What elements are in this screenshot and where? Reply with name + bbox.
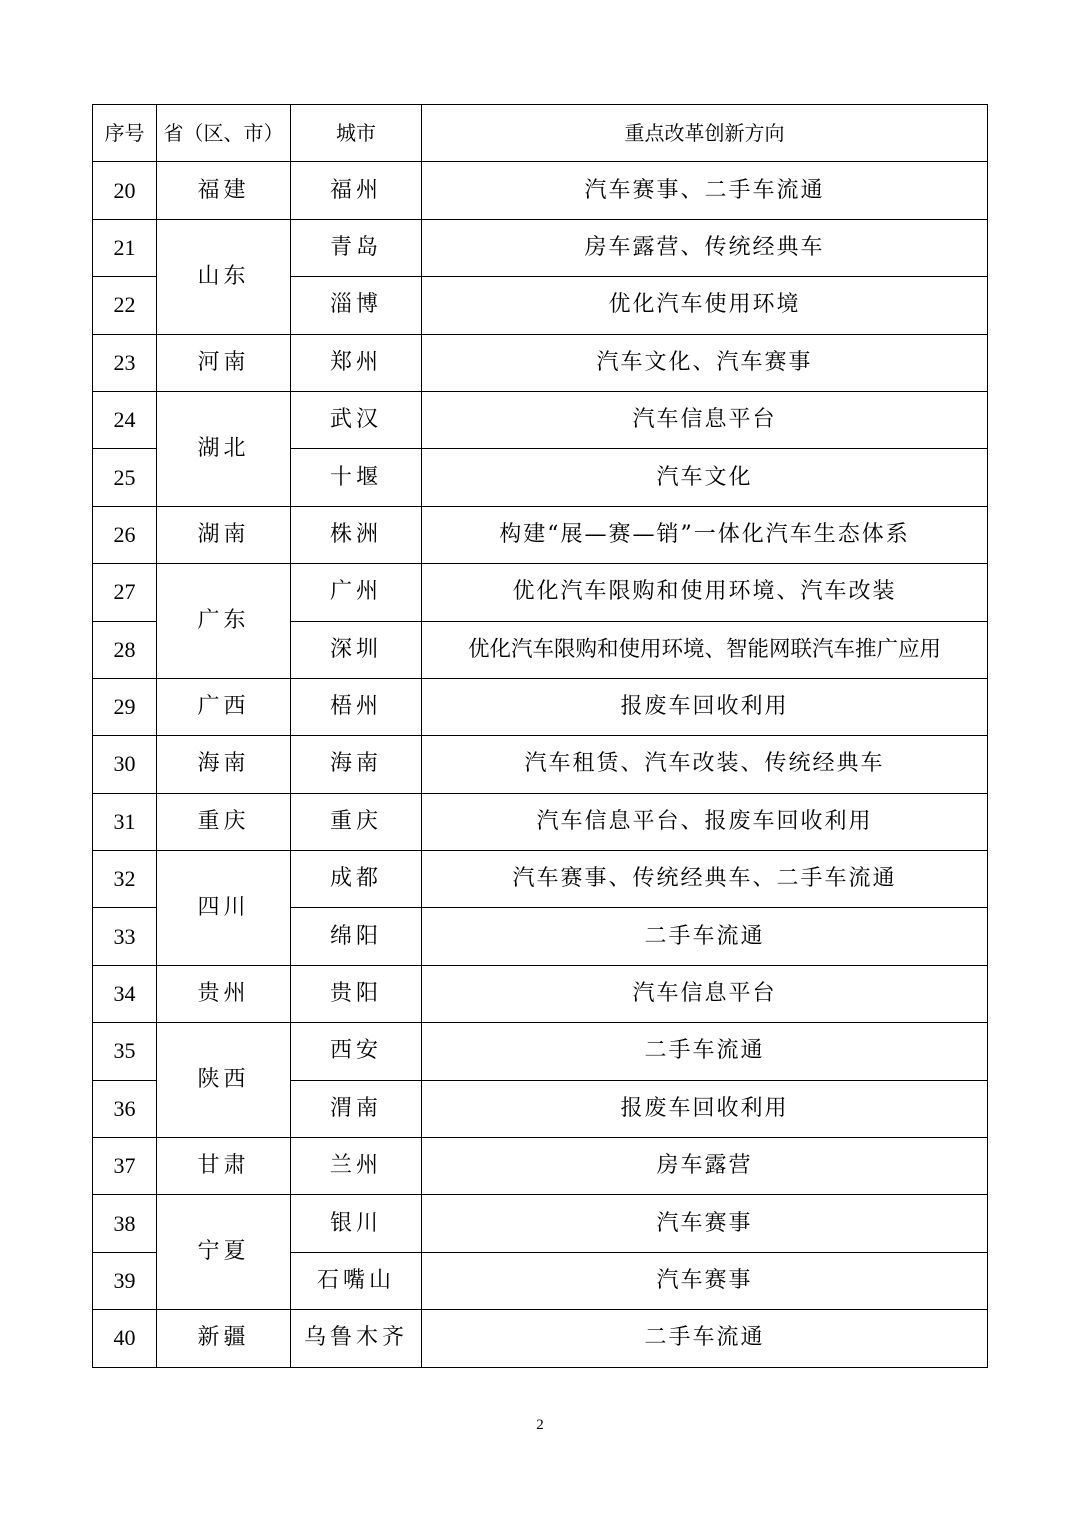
- row-direction: 优化汽车使用环境: [422, 277, 988, 334]
- table-row: [93, 1195, 988, 1252]
- row-direction: 汽车赛事、二手车流通: [422, 162, 988, 219]
- row-direction: 汽车信息平台: [422, 965, 988, 1022]
- row-direction: 汽车信息平台: [422, 391, 988, 448]
- row-seq: 26: [93, 506, 157, 563]
- row-seq: 38: [93, 1195, 157, 1252]
- row-direction: 二手车流通: [422, 1310, 988, 1367]
- row-city: 十堰: [291, 449, 422, 506]
- row-city: 石嘴山: [291, 1252, 422, 1309]
- row-province: 重庆: [157, 793, 291, 850]
- table-row: [93, 391, 988, 448]
- row-province: 山东: [157, 219, 291, 334]
- table-row: [93, 162, 988, 219]
- row-direction: 房车露营、传统经典车: [422, 219, 988, 276]
- row-seq: 40: [93, 1310, 157, 1367]
- row-seq: 32: [93, 851, 157, 908]
- header-province: 省（区、市）: [157, 105, 291, 162]
- row-city: 株洲: [291, 506, 422, 563]
- row-seq: 37: [93, 1138, 157, 1195]
- row-province: 湖南: [157, 506, 291, 563]
- row-city: 兰州: [291, 1138, 422, 1195]
- row-seq: 27: [93, 564, 157, 621]
- row-direction: 汽车赛事: [422, 1252, 988, 1309]
- table-row: [93, 678, 988, 735]
- row-direction: 报废车回收利用: [422, 678, 988, 735]
- row-direction: 汽车租赁、汽车改装、传统经典车: [422, 736, 988, 793]
- row-direction: 汽车赛事: [422, 1195, 988, 1252]
- row-city: 武汉: [291, 391, 422, 448]
- row-province: 四川: [157, 851, 291, 966]
- row-province: 河南: [157, 334, 291, 391]
- table-row: [93, 793, 988, 850]
- table-row: [93, 736, 988, 793]
- row-direction: 汽车信息平台、报废车回收利用: [422, 793, 988, 850]
- row-city: 海南: [291, 736, 422, 793]
- row-direction: 房车露营: [422, 1138, 988, 1195]
- header-seq: 序号: [93, 105, 157, 162]
- table-row: [93, 564, 988, 621]
- table-row: [93, 219, 988, 276]
- row-seq: 35: [93, 1023, 157, 1080]
- row-city: 成都: [291, 851, 422, 908]
- page-number: 2: [536, 1417, 544, 1433]
- table-row: [93, 1310, 988, 1367]
- row-city: 青岛: [291, 219, 422, 276]
- row-direction: 构建“展—赛—销”一体化汽车生态体系: [422, 506, 988, 563]
- table-row: [93, 965, 988, 1022]
- row-seq: 36: [93, 1080, 157, 1137]
- row-city: 西安: [291, 1023, 422, 1080]
- row-city: 贵阳: [291, 965, 422, 1022]
- reform-table: [92, 104, 988, 1368]
- row-seq: 21: [93, 219, 157, 276]
- row-direction: 二手车流通: [422, 908, 988, 965]
- row-province: 贵州: [157, 965, 291, 1022]
- table-row: [93, 1023, 988, 1080]
- row-province: 广东: [157, 564, 291, 679]
- row-direction: 优化汽车限购和使用环境、智能网联汽车推广应用: [422, 621, 988, 678]
- row-city: 郑州: [291, 334, 422, 391]
- table-row: [93, 334, 988, 391]
- row-province: 甘肃: [157, 1138, 291, 1195]
- row-seq: 28: [93, 621, 157, 678]
- row-seq: 39: [93, 1252, 157, 1309]
- row-province: 海南: [157, 736, 291, 793]
- row-direction: 汽车文化: [422, 449, 988, 506]
- row-seq: 29: [93, 678, 157, 735]
- row-seq: 22: [93, 277, 157, 334]
- row-province: 湖北: [157, 391, 291, 506]
- row-seq: 25: [93, 449, 157, 506]
- row-seq: 33: [93, 908, 157, 965]
- row-seq: 31: [93, 793, 157, 850]
- table-header-row: [93, 105, 988, 162]
- row-province: 新疆: [157, 1310, 291, 1367]
- row-city: 深圳: [291, 621, 422, 678]
- header-city: 城市: [291, 105, 422, 162]
- row-seq: 34: [93, 965, 157, 1022]
- row-direction: 报废车回收利用: [422, 1080, 988, 1137]
- row-direction: 二手车流通: [422, 1023, 988, 1080]
- header-direction: 重点改革创新方向: [422, 105, 988, 162]
- row-direction: 优化汽车限购和使用环境、汽车改装: [422, 564, 988, 621]
- row-seq: 23: [93, 334, 157, 391]
- row-city: 淄博: [291, 277, 422, 334]
- row-city: 银川: [291, 1195, 422, 1252]
- row-seq: 24: [93, 391, 157, 448]
- row-seq: 20: [93, 162, 157, 219]
- row-direction: 汽车赛事、传统经典车、二手车流通: [422, 851, 988, 908]
- row-city: 梧州: [291, 678, 422, 735]
- row-city: 福州: [291, 162, 422, 219]
- row-seq: 30: [93, 736, 157, 793]
- row-city: 渭南: [291, 1080, 422, 1137]
- row-city: 重庆: [291, 793, 422, 850]
- row-city: 广州: [291, 564, 422, 621]
- row-direction: 汽车文化、汽车赛事: [422, 334, 988, 391]
- table-row: [93, 1138, 988, 1195]
- table-row: [93, 851, 988, 908]
- row-province: 广西: [157, 678, 291, 735]
- table-row: [93, 506, 988, 563]
- row-province: 陕西: [157, 1023, 291, 1138]
- row-city: 绵阳: [291, 908, 422, 965]
- row-province: 宁夏: [157, 1195, 291, 1310]
- row-city: 乌鲁木齐: [291, 1310, 422, 1367]
- row-province: 福建: [157, 162, 291, 219]
